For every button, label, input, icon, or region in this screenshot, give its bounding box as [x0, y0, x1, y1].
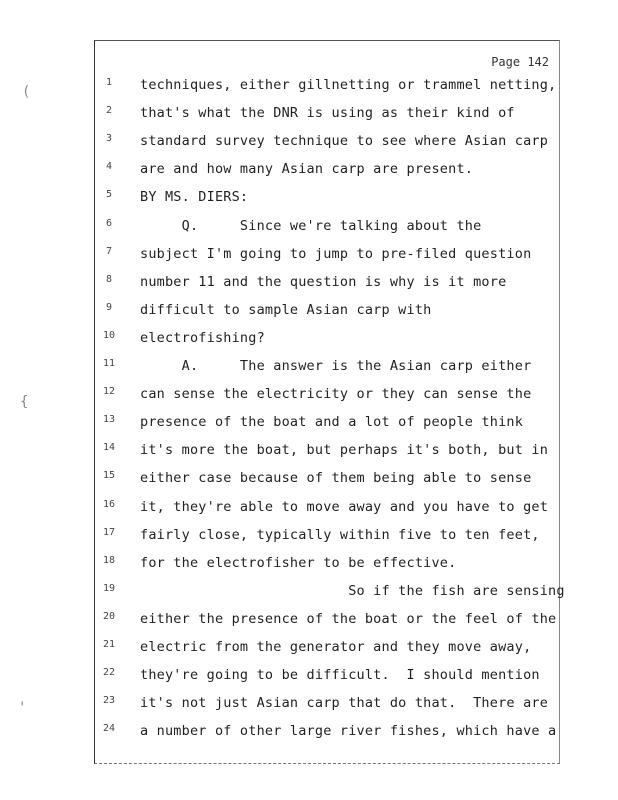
line-text: subject I'm going to jump to pre-filed question: [140, 245, 532, 262]
line-text: for the electrofisher to be effective.: [140, 554, 457, 571]
line-number: 16: [102, 498, 116, 510]
line-text: it's more the boat, but perhaps it's both, but in: [140, 442, 549, 459]
margin-mark-middle: {: [20, 394, 29, 410]
line-text: standard survey technique to see where Asian carp: [140, 133, 549, 150]
line-number: 12: [102, 386, 116, 398]
transcript-line: [95, 330, 559, 350]
line-text: electrofishing?: [140, 329, 265, 346]
line-number: 6: [105, 217, 113, 229]
line-number: 9: [105, 301, 113, 313]
line-number: 11: [102, 358, 116, 369]
page-number: Page 142: [491, 55, 549, 69]
line-number: 23: [102, 695, 116, 707]
transcript-line: [95, 302, 559, 322]
transcript-line: [95, 555, 559, 575]
line-number: 22: [102, 667, 116, 679]
line-number: 15: [102, 470, 116, 482]
transcript-line: [95, 274, 559, 294]
margin-mark-bottom: ': [18, 700, 27, 716]
line-text: presence of the boat and a lot of people think: [140, 414, 524, 431]
line-text: either case because of them being able to sense: [140, 470, 532, 487]
line-number: 10: [102, 329, 116, 341]
transcript-line: [95, 161, 559, 181]
transcript-line: [95, 639, 559, 659]
transcript-line: [95, 386, 559, 406]
line-text: that's what the DNR is using as their kind of: [140, 105, 515, 122]
line-text: Q. Since we're talking about the: [140, 217, 482, 234]
transcript-line: [95, 218, 559, 238]
line-number: 4: [105, 161, 113, 173]
transcript-line: [95, 470, 559, 490]
transcript-line: [95, 414, 559, 434]
transcript-page: [94, 40, 565, 764]
line-text: So if the fish are sensing: [140, 582, 565, 599]
line-text: difficult to sample Asian carp with: [140, 301, 432, 318]
line-text: fairly close, typically within five to ten feet,: [140, 526, 540, 543]
transcript-line: [95, 611, 559, 631]
transcript-line: [95, 582, 565, 603]
line-text: either the presence of the boat or the feel of the: [140, 610, 557, 627]
line-text: can sense the electricity or they can sense the: [140, 386, 532, 403]
line-text: it's not just Asian carp that do that. There are: [140, 695, 549, 712]
transcript-line: [95, 723, 559, 743]
transcript-line: [95, 358, 559, 378]
line-text: BY MS. DIERS:: [140, 189, 249, 206]
transcript-line: [95, 105, 559, 125]
line-number: 1: [105, 77, 113, 88]
line-number: 8: [105, 273, 113, 285]
line-text: techniques, either gillnetting or trammel netting,: [140, 77, 557, 93]
transcript-line: [95, 527, 559, 547]
line-number: 7: [105, 245, 113, 257]
line-number: 20: [102, 610, 116, 622]
transcript-line: [95, 499, 559, 519]
line-number: 3: [105, 133, 113, 145]
line-number: 14: [102, 442, 116, 454]
line-text: A. The answer is the Asian carp either: [140, 358, 532, 374]
line-number: 17: [102, 526, 116, 538]
transcript-line: [95, 246, 559, 266]
line-text: electric from the generator and they move away,: [140, 639, 532, 655]
line-text: are and how many Asian carp are present.: [140, 161, 474, 178]
line-text: number 11 and the question is why is it more: [140, 273, 507, 290]
transcript-line: [95, 695, 559, 715]
line-text: it, they're able to move away and you have to get: [140, 498, 549, 515]
line-number: 24: [102, 723, 116, 735]
line-text: a number of other large river fishes, which have a: [140, 723, 557, 740]
line-text: they're going to be difficult. I should mention: [140, 667, 540, 684]
line-number: 21: [102, 639, 116, 650]
line-number: 5: [105, 189, 113, 201]
margin-mark-top: (: [22, 84, 31, 100]
line-number: 19: [102, 582, 116, 594]
line-number: 13: [102, 414, 116, 426]
transcript-line: [95, 77, 559, 97]
transcript-line: [95, 667, 559, 687]
line-number: 2: [105, 105, 113, 117]
transcript-line: [95, 442, 559, 462]
line-number: 18: [102, 554, 116, 566]
transcript-line: [95, 189, 559, 209]
transcript-line: [95, 133, 559, 153]
